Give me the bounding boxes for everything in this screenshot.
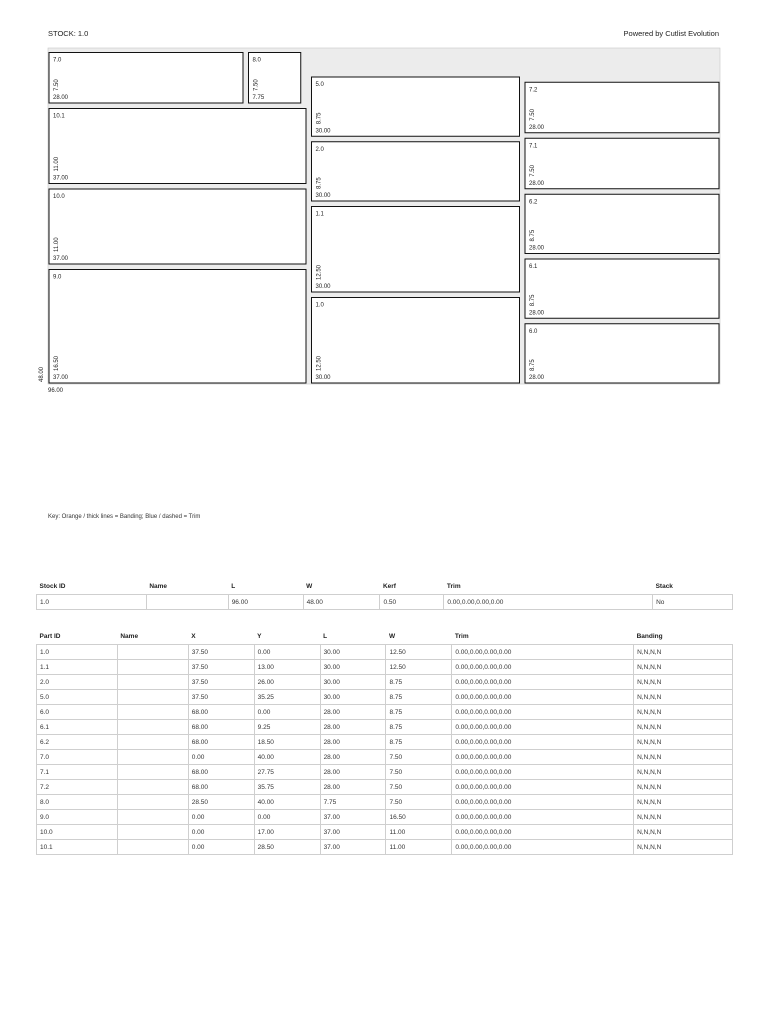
part-id-label: 6.0 [529,328,538,335]
part-rect [312,207,520,293]
cell: 0.00,0.00,0.00,0.00 [452,675,634,690]
part-8.0 [249,53,301,104]
part-length-label: 28.00 [529,180,545,187]
cell: 37.50 [188,660,254,675]
cell: 28.00 [320,735,386,750]
cell: 6.1 [37,720,118,735]
table-row [37,750,733,765]
part-rect [49,189,306,264]
part-length-label: 30.00 [315,375,331,381]
cell: 0.00 [188,810,254,825]
cell: 9.25 [254,720,320,735]
part-rect [49,53,243,104]
column-header: Stack [655,582,673,590]
part-6.2 [525,194,719,253]
cell: 28.00 [320,780,386,795]
sheet-length-label: 96.00 [48,388,64,394]
part-1.1 [312,207,520,293]
part-10.1 [49,109,306,184]
cell: 28.00 [320,720,386,735]
part-length-label: 37.00 [53,256,69,262]
part-width-label: 12.50 [316,264,323,280]
cell: 30.00 [320,675,386,690]
cell [117,750,188,765]
stock-title: STOCK: 1.0 [48,29,89,38]
cell: N,N,N,N [634,660,733,675]
part-length-label: 37.00 [53,375,69,381]
column-header: Banding [636,632,663,640]
part-length-label: 30.00 [315,284,331,290]
part-length-label: 7.75 [252,95,265,101]
cell: 6.0 [37,705,118,720]
cell: 6.2 [37,735,118,750]
cell [117,645,188,660]
part-id-label: 10.0 [53,194,65,200]
parts-table [36,628,733,855]
cell: 27.75 [254,765,320,780]
cell: 26.00 [254,675,320,690]
part-width-label: 8.75 [530,294,536,307]
cell: N,N,N,N [634,735,733,750]
table-row [37,660,733,675]
part-rect [49,109,306,184]
cell: 68.00 [188,780,254,795]
cell: 11.00 [386,840,452,855]
part-id-label: 10.1 [53,113,65,120]
part-length-label: 28.00 [529,375,545,381]
column-header: Y [257,632,262,640]
cell: 10.1 [37,840,118,855]
part-id-label: 7.1 [529,143,538,150]
cell: 8.75 [386,705,452,720]
cell [117,810,188,825]
cell: 8.0 [37,795,118,810]
cell: 0.00,0.00,0.00,0.00 [444,595,653,610]
cell: 0.00,0.00,0.00,0.00 [452,645,634,660]
cell: 35.75 [254,780,320,795]
part-rect [525,324,719,383]
cell: 48.00 [303,595,380,610]
cell [117,825,188,840]
part-id-label: 9.0 [53,274,62,281]
cell: 28.50 [254,840,320,855]
cell: 0.00,0.00,0.00,0.00 [452,705,634,720]
cell: 7.2 [37,780,118,795]
cell: 28.00 [320,765,386,780]
cell: 28.50 [188,795,254,810]
cell: N,N,N,N [634,705,733,720]
part-rect [525,259,719,318]
table-row [37,825,733,840]
cell: 30.00 [320,690,386,705]
cell: 37.50 [188,690,254,705]
cell: 0.00,0.00,0.00,0.00 [452,825,634,840]
cell: 0.00,0.00,0.00,0.00 [452,795,634,810]
legend-key: Key: Orange / thick lines = Banding; Blue / dashed = Trim [48,514,201,520]
cell: N,N,N,N [634,840,733,855]
cell: N,N,N,N [634,780,733,795]
cell [117,720,188,735]
cell: 0.00,0.00,0.00,0.00 [452,840,634,855]
cell [117,795,188,810]
cell: N,N,N,N [634,690,733,705]
cell: 0.00 [254,810,320,825]
cell: 8.75 [386,675,452,690]
cell: 28.00 [320,705,386,720]
cell: 0.00,0.00,0.00,0.00 [452,780,634,795]
cell: 7.0 [37,750,118,765]
column-header: X [191,632,196,640]
part-id-label: 1.1 [315,211,324,218]
cell: 0.00 [254,705,320,720]
cell: 68.00 [188,705,254,720]
part-id-label: 1.0 [315,302,324,309]
part-rect [525,194,719,253]
part-width-label: 11.00 [54,156,60,172]
cell: 16.50 [386,810,452,825]
cell: 35.25 [254,690,320,705]
cell: 0.00,0.00,0.00,0.00 [452,750,634,765]
stock-table [36,578,733,610]
cell: 0.00,0.00,0.00,0.00 [452,690,634,705]
cell: 37.00 [320,825,386,840]
column-header: Name [120,632,139,640]
cell: 12.50 [386,645,452,660]
cell: 37.00 [320,810,386,825]
cell: 40.00 [254,750,320,765]
cell: 7.50 [386,795,452,810]
cell: 0.50 [380,595,444,610]
part-rect [525,138,719,189]
cell [117,690,188,705]
column-header: Part ID [39,632,61,640]
part-rect [49,270,306,384]
part-6.0 [525,324,719,383]
part-length-label: 28.00 [529,245,545,252]
part-width-label: 7.50 [530,165,536,177]
cell: N,N,N,N [634,750,733,765]
part-rect [312,142,520,201]
part-width-label: 7.50 [253,79,260,91]
cell [117,705,188,720]
part-id-label: 6.1 [529,264,538,270]
cell: N,N,N,N [634,795,733,810]
part-id-label: 5.0 [315,82,324,88]
cell [117,765,188,780]
table-row [37,675,733,690]
part-length-label: 28.00 [529,310,545,317]
cell: 7.50 [386,780,452,795]
part-width-label: 7.50 [530,109,536,121]
cell: 0.00 [188,825,254,840]
cell: No [653,595,733,610]
column-header: Stock ID [39,582,66,590]
cell: 0.00 [188,750,254,765]
table-row [37,810,733,825]
cell: 0.00,0.00,0.00,0.00 [452,810,634,825]
part-width-label: 8.75 [530,229,536,242]
cell: 68.00 [188,735,254,750]
column-header: W [388,632,396,640]
part-7.0 [49,53,243,104]
cell: 7.50 [386,750,452,765]
cell [117,840,188,855]
cell [117,660,188,675]
part-width-label: 11.00 [54,237,60,252]
cell: 0.00,0.00,0.00,0.00 [452,765,634,780]
table-row [37,645,733,660]
cell: 0.00,0.00,0.00,0.00 [452,735,634,750]
cell: 10.0 [37,825,118,840]
part-width-label: 8.75 [530,359,536,371]
cell: 8.75 [386,735,452,750]
part-length-label: 30.00 [315,193,331,199]
cell: 0.00,0.00,0.00,0.00 [452,720,634,735]
column-header: Kerf [382,582,396,590]
part-width-label: 7.50 [54,79,60,91]
cell: N,N,N,N [634,645,733,660]
cell: 40.00 [254,795,320,810]
part-6.1 [525,259,719,318]
column-header: Name [149,582,168,590]
cell: 0.00,0.00,0.00,0.00 [452,660,634,675]
column-header: W [306,582,313,590]
cell [117,780,188,795]
table-row [37,595,733,610]
table-row [37,735,733,750]
cell: 9.0 [37,810,118,825]
cell: 5.0 [37,690,118,705]
part-7.2 [525,82,719,133]
cell: 68.00 [188,720,254,735]
sheet-width-label: 48.00 [39,366,45,382]
cell: 17.00 [254,825,320,840]
cut-layout-diagram [0,0,768,400]
table-row [37,705,733,720]
part-id-label: 2.0 [315,146,324,153]
cell: 1.0 [37,595,147,610]
parts-table-header [37,628,733,645]
cell: 68.00 [188,765,254,780]
cell: 18.50 [254,735,320,750]
cell: 0.00 [188,840,254,855]
part-width-label: 8.75 [316,177,323,189]
part-rect [312,298,520,384]
part-length-label: 37.00 [53,175,69,182]
cell: 37.00 [320,840,386,855]
part-7.1 [525,138,719,189]
cell: 11.00 [386,825,452,840]
cell: 7.50 [386,765,452,780]
part-2.0 [312,142,520,201]
part-width-label: 12.50 [316,355,323,371]
part-1.0 [312,298,520,384]
part-length-label: 28.00 [53,95,69,101]
table-row [37,795,733,810]
cell: 0.00 [254,645,320,660]
part-id-label: 6.2 [529,199,538,206]
powered-by-text: Powered by Cutlist Evolution [623,29,719,38]
cell: 96.00 [228,595,303,610]
table-row [37,690,733,705]
column-header: L [231,582,236,590]
cell: 30.00 [320,660,386,675]
part-width-label: 8.75 [316,112,323,125]
part-width-label: 16.50 [54,355,60,371]
part-length-label: 30.00 [315,128,331,135]
cell: N,N,N,N [634,810,733,825]
table-row [37,840,733,855]
cell: 37.50 [188,645,254,660]
cell: 7.75 [320,795,386,810]
cell: N,N,N,N [634,675,733,690]
cell [117,675,188,690]
cell [146,595,228,610]
cell: 8.75 [386,690,452,705]
column-header: L [323,632,328,640]
part-id-label: 7.2 [529,87,538,94]
cell: 8.75 [386,720,452,735]
cell: 1.1 [37,660,118,675]
cell: 28.00 [320,750,386,765]
table-row [37,780,733,795]
part-5.0 [312,77,520,136]
table-row [37,720,733,735]
cell: 37.50 [188,675,254,690]
part-9.0 [49,270,306,384]
cell: N,N,N,N [634,720,733,735]
table-row [37,765,733,780]
part-rect [312,77,520,136]
column-header: Trim [446,582,461,590]
part-id-label: 7.0 [53,57,62,64]
part-rect [525,82,719,133]
cell: 12.50 [386,660,452,675]
column-header: Trim [454,632,469,640]
part-id-label: 8.0 [252,57,261,64]
part-10.0 [49,189,306,264]
cell: N,N,N,N [634,765,733,780]
cell: 7.1 [37,765,118,780]
part-length-label: 28.00 [529,124,545,131]
cell: 13.00 [254,660,320,675]
cell [117,735,188,750]
cell: 1.0 [37,645,118,660]
cell: N,N,N,N [634,825,733,840]
cell: 2.0 [37,675,118,690]
cell: 30.00 [320,645,386,660]
stock-table-header [37,578,733,595]
